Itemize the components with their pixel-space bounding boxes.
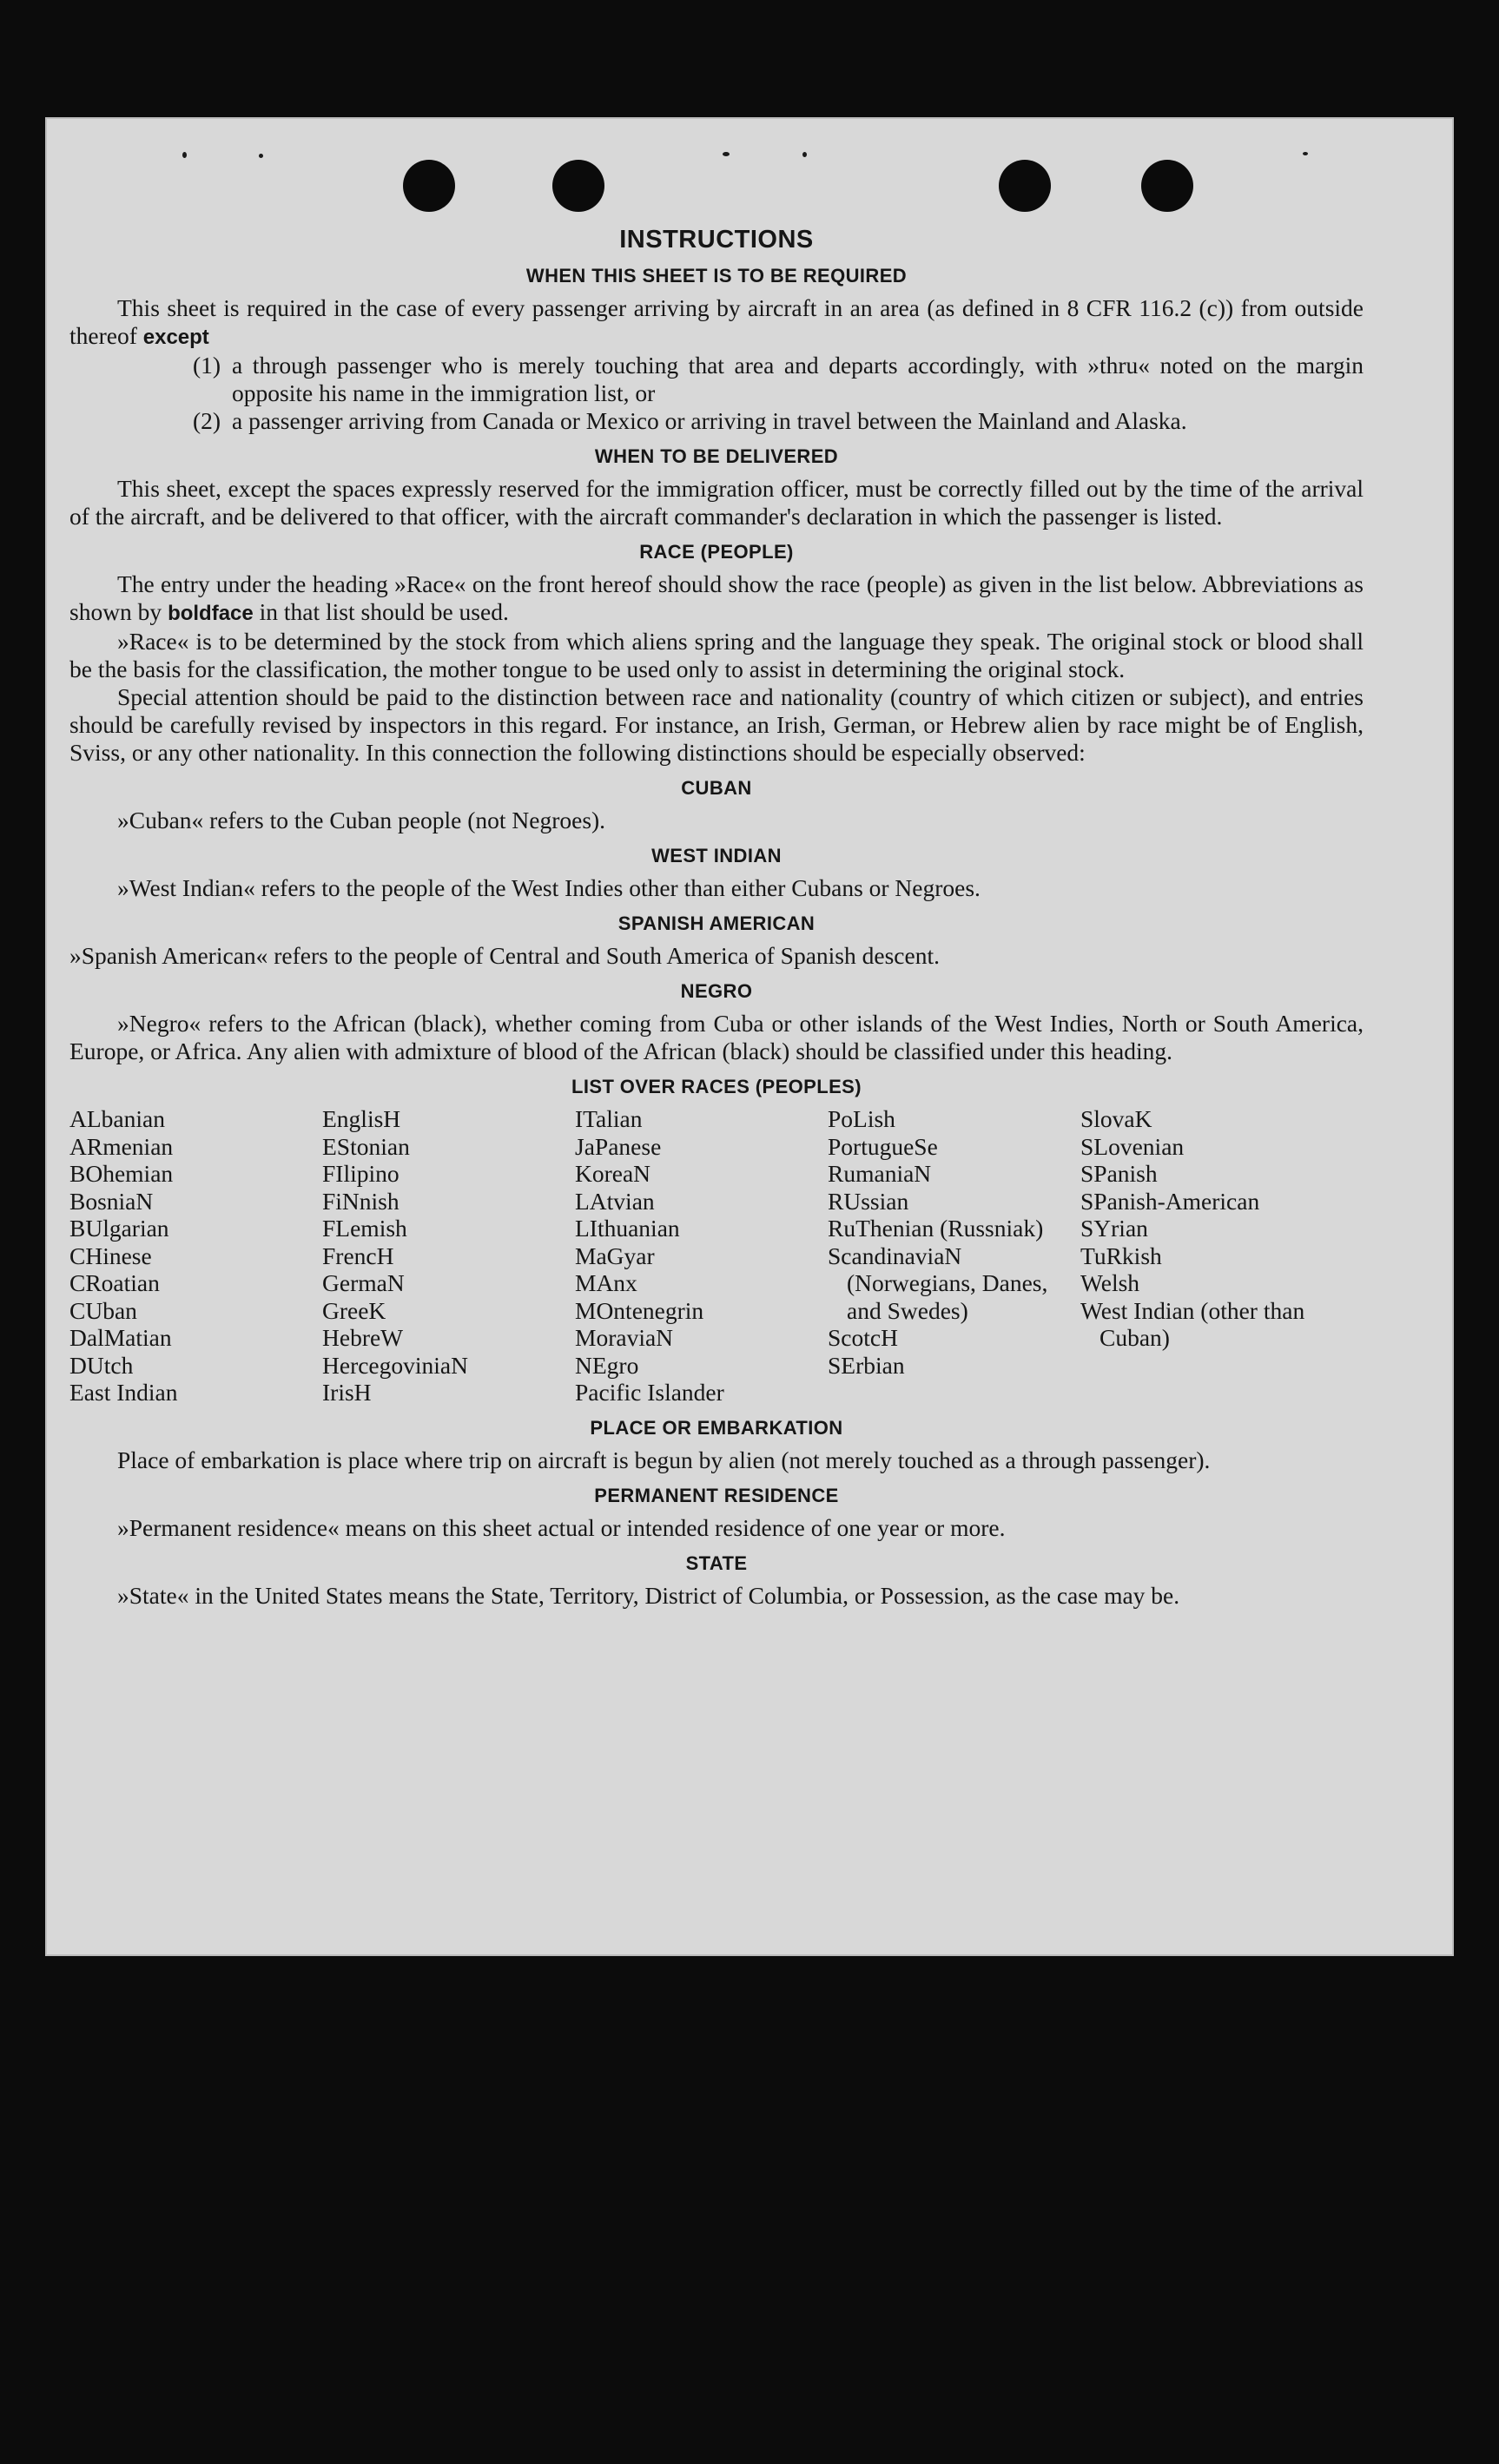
heading-races-list: LIST OVER RACES (PEOPLES) bbox=[571, 1076, 862, 1097]
race-entry: GreeK bbox=[322, 1296, 386, 1324]
race-entry: SYrian bbox=[1080, 1215, 1148, 1242]
race-entry: PortugueSe bbox=[828, 1132, 938, 1160]
race-entry: BOhemian bbox=[69, 1160, 174, 1187]
race-entry: FiNnish bbox=[322, 1187, 400, 1215]
when-required-text: This sheet is required in the case of every passenger arriving by aircraft in an area (as defined in 8 CFR 116.2 (c)) from outside thereof bbox=[69, 294, 1364, 349]
when-required-bold: except bbox=[142, 326, 209, 349]
race-entry: DUtch bbox=[69, 1351, 134, 1379]
punch-hole-4 bbox=[1141, 160, 1193, 212]
heading-spanish-american: SPANISH AMERICAN bbox=[617, 912, 816, 934]
race-paragraph-1 bbox=[69, 570, 1364, 628]
permanent-residence-text: »Permanent residence« means on this sheet actual or intended residence of one year or more. bbox=[117, 1513, 1006, 1541]
speck bbox=[723, 152, 730, 156]
speck bbox=[1303, 152, 1308, 155]
race-entry: NEgro bbox=[575, 1351, 639, 1379]
race-bold: boldface bbox=[168, 602, 254, 625]
exception-list bbox=[69, 352, 1364, 435]
page-title: INSTRUCTIONS bbox=[619, 226, 814, 254]
races-column bbox=[575, 1105, 828, 1407]
race-entry: SLovenian bbox=[1080, 1132, 1185, 1160]
race-entry: SErbian bbox=[828, 1351, 905, 1379]
race-entry: FIlipino bbox=[322, 1160, 400, 1187]
document-sheet bbox=[45, 117, 1454, 1956]
list-item bbox=[69, 352, 1364, 407]
race-entry: FrencH bbox=[322, 1242, 394, 1269]
state-text: »State« in the United States means the State, Territory, District of Columbia, or Possession, as the case may be. bbox=[117, 1581, 1180, 1609]
race-entry: HebreW bbox=[322, 1324, 404, 1351]
race-entry: LIthuanian bbox=[575, 1215, 680, 1242]
heading-negro: NEGRO bbox=[680, 980, 753, 1002]
race-entry: CUban bbox=[69, 1296, 137, 1324]
race-entry: CRoatian bbox=[69, 1269, 160, 1296]
race-entry: RumaniaN bbox=[828, 1160, 932, 1187]
heading-state: STATE bbox=[685, 1552, 748, 1574]
speck bbox=[802, 152, 807, 157]
item-text: a through passenger who is merely touching that area and departs accordingly, with »thru« noted on the margin opposite his name in the immigration list, or bbox=[232, 352, 1364, 406]
race-entry: ARmenian bbox=[69, 1132, 174, 1160]
race-entry: BUlgarian bbox=[69, 1215, 169, 1242]
race-entry: ScotcH bbox=[828, 1324, 898, 1351]
race-entry: JaPanese bbox=[575, 1132, 662, 1160]
race-entry: MAnx bbox=[575, 1269, 637, 1296]
heading-race: RACE (PEOPLE) bbox=[639, 541, 794, 563]
race-entry: HercegoviniaN bbox=[322, 1351, 468, 1379]
race-entry: LAtvian bbox=[575, 1187, 655, 1215]
race-entry: SlovaK bbox=[1080, 1105, 1152, 1132]
list-item bbox=[69, 407, 1364, 435]
speck bbox=[259, 154, 263, 158]
races-column bbox=[69, 1105, 322, 1407]
punch-hole-1 bbox=[403, 160, 455, 212]
heading-when-required: WHEN THIS SHEET IS TO BE REQUIRED bbox=[525, 265, 908, 287]
races-table bbox=[69, 1105, 1364, 1407]
race-entry: RuThenian (Russniak) bbox=[828, 1215, 1044, 1242]
race-entry: SPanish bbox=[1080, 1160, 1158, 1187]
heading-embarkation: PLACE OR EMBARKATION bbox=[590, 1416, 843, 1439]
race-text: The entry under the heading »Race« on the front hereof should show the race (people) as given in the list below. Abbreviations as shown by bbox=[69, 570, 1364, 625]
heading-when-delivered: WHEN TO BE DELIVERED bbox=[594, 445, 839, 467]
race-entry: MoraviaN bbox=[575, 1324, 674, 1351]
race-entry: EStonian bbox=[322, 1132, 410, 1160]
punch-hole-2 bbox=[552, 160, 604, 212]
negro-text: »Negro« refers to the African (black), whether coming from Cuba or other islands of the West Indies, North or South America, Europe, or Africa. Any alien with admixture of blood of the African (black) should be classified under this heading. bbox=[69, 1010, 1364, 1064]
speck bbox=[182, 152, 187, 158]
item-number: (1) bbox=[193, 352, 221, 379]
race-entry: Pacific Islander bbox=[575, 1379, 724, 1406]
race-entry: RUssian bbox=[828, 1187, 909, 1215]
race-entry: East Indian bbox=[69, 1379, 178, 1406]
race-entry: EnglisH bbox=[322, 1105, 401, 1132]
race-entry: CHinese bbox=[69, 1242, 152, 1269]
race-entry: BosniaN bbox=[69, 1187, 154, 1215]
item-text: a passenger arriving from Canada or Mexico or arriving in travel between the Mainland and Alaska. bbox=[232, 407, 1187, 434]
race-paragraph-2: »Race« is to be determined by the stock from which aliens spring and the language they speak. The original stock or blood shall be the basis for the classification, the mother tongue to be used only to assist in determining the original stock. bbox=[69, 628, 1364, 682]
race-entry: ALbanian bbox=[69, 1105, 165, 1132]
race-text: in that list should be used. bbox=[253, 598, 509, 625]
item-number: (2) bbox=[193, 407, 221, 434]
when-delivered-text: This sheet, except the spaces expressly reserved for the immigration officer, must be correctly filled out by the time of the arrival of the aircraft, and be delivered to that officer, with the aircraft commander's declaration in which the passenger is listed. bbox=[69, 475, 1364, 530]
race-entry: MOntenegrin bbox=[575, 1296, 704, 1324]
race-entry: West Indian (other than Cuban) bbox=[1080, 1296, 1305, 1351]
spanish-american-text: »Spanish American« refers to the people of Central and South America of Spanish descent. bbox=[69, 942, 940, 969]
heading-permanent-residence: PERMANENT RESIDENCE bbox=[594, 1484, 839, 1506]
west-indian-text: »West Indian« refers to the people of the West Indies other than either Cubans or Negroes. bbox=[117, 874, 981, 901]
race-entry: Welsh bbox=[1080, 1269, 1140, 1296]
race-entry: IrisH bbox=[322, 1379, 372, 1406]
races-column bbox=[828, 1105, 1080, 1407]
heading-west-indian: WEST INDIAN bbox=[651, 845, 782, 866]
punch-hole-3 bbox=[999, 160, 1051, 212]
race-paragraph-3: Special attention should be paid to the distinction between race and nationality (country of which citizen or subject), and entries should be carefully revised by inspectors in this regard. For instance, an Irish, German, or Hebrew alien by race might be of English, Sviss, or any other nationality. In this connection the following distinctions should be especially observed: bbox=[69, 683, 1364, 766]
cuban-text: »Cuban« refers to the Cuban people (not Negroes). bbox=[117, 807, 606, 833]
race-entry: TuRkish bbox=[1080, 1242, 1162, 1269]
races-column bbox=[1080, 1105, 1332, 1407]
race-entry: SPanish-American bbox=[1080, 1187, 1260, 1215]
race-entry: DalMatian bbox=[69, 1324, 172, 1351]
race-entry: FLemish bbox=[322, 1215, 407, 1242]
instructions-content bbox=[69, 226, 1364, 1610]
race-entry: PoLish bbox=[828, 1105, 895, 1132]
when-required-paragraph bbox=[69, 294, 1364, 352]
races-column bbox=[322, 1105, 575, 1407]
race-entry: GermaN bbox=[322, 1269, 405, 1296]
race-entry: KoreaN bbox=[575, 1160, 651, 1187]
heading-cuban: CUBAN bbox=[681, 777, 752, 799]
embarkation-text: Place of embarkation is place where trip on aircraft is begun by alien (not merely touched as a through passenger). bbox=[117, 1446, 1211, 1473]
race-entry: ScandinaviaN (Norwegians, Danes, and Swedes) bbox=[828, 1242, 1048, 1324]
race-entry: MaGyar bbox=[575, 1242, 655, 1269]
race-entry: ITalian bbox=[575, 1105, 643, 1132]
